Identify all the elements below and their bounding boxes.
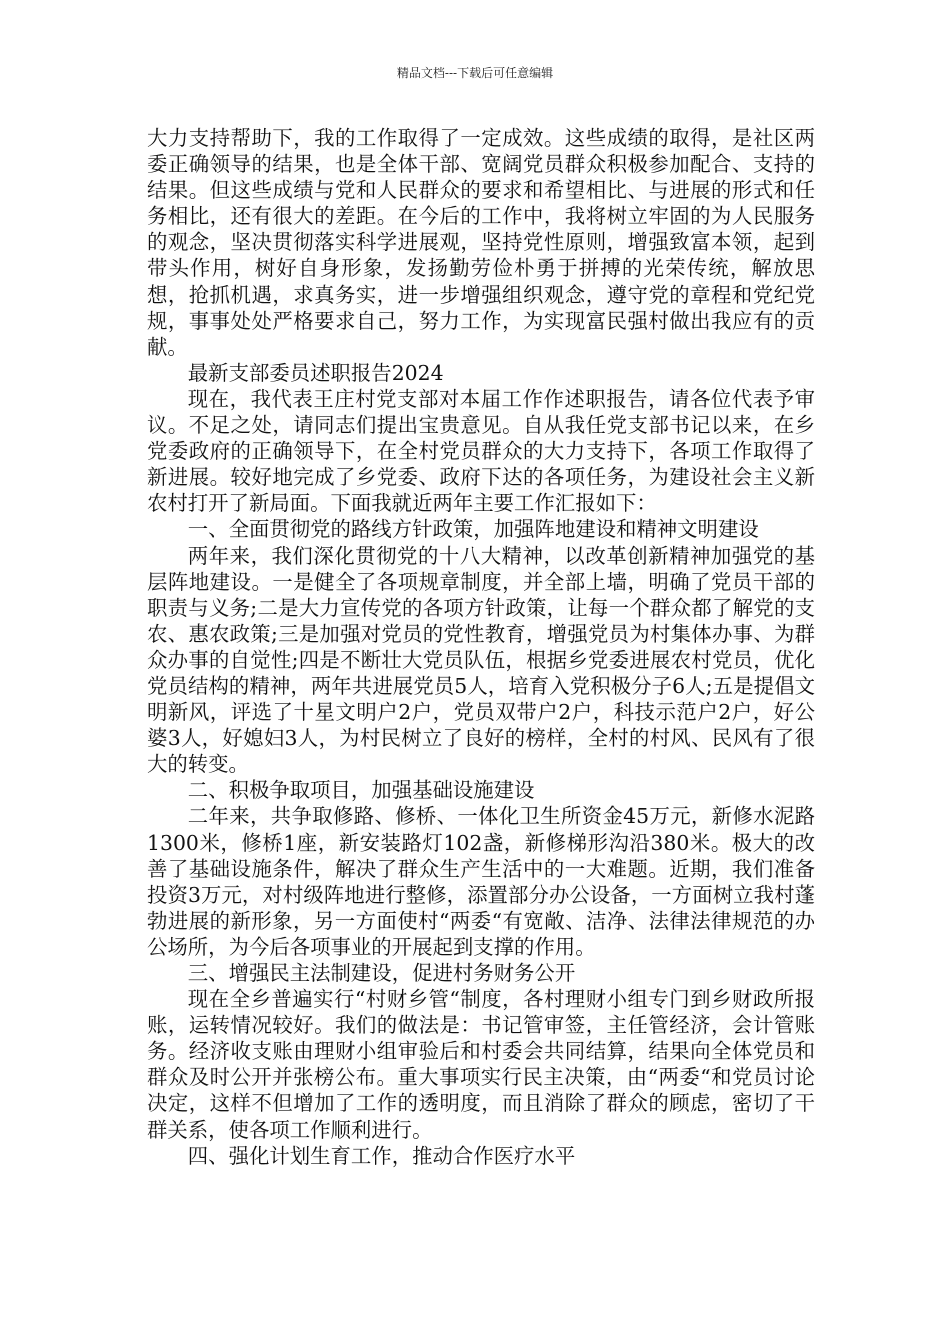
report-title: 最新支部委员述职报告2024	[187, 360, 444, 385]
section-heading-4: 四、强化计划生育工作，推动合作医疗水平	[187, 1143, 576, 1168]
section-heading-3: 三、增强民主法制建设，促进村务财务公开	[187, 961, 576, 985]
paragraph-intro-continuation: 大力支持帮助下，我的工作取得了一定成效。这些成绩的取得，是社区两委正确领导的结果，也是全体干部、宽阔党员群众积极参加配合、支持的结果。但这些成绩与党和人民群众的要求和希望相比、与进展的形式和任务相比，还有很大的差距。在今后的工作中，我将树立牢固的为人民服务的观念，坚决贯彻落实科学进展观，坚持党性原则，增强致富本领，起到带头作用，树好自身形象，发扬勤劳俭朴勇于拼搏的光荣传统，解放思想，抢抓机遇，求真务实，进一步增强组织观念，遵守党的章程和党纪党规，事事处处严格要求自己，努力工作，为实现富民强村做出我应有的贡献。	[147, 126, 815, 359]
paragraph-section-2: 二年来，共争取修路、修桥、一体化卫生所资金45万元，新修水泥路1300米，修桥1座，新安装路灯102盏，新修梯形沟沿380米。极大的改善了基础设施条件，解决了群众生产生活中的一大难题。近期，我们准备投资3万元，对村级阵地进行整修，添置部分办公设备，一方面树立我村蓬勃进展的新形象，另一方面使村“两委“有宽敞、洁净、法律法律规范的办公场所，为今后各项事业的开展起到支撑的作用。	[147, 804, 815, 959]
paragraph-section-1: 两年来，我们深化贯彻党的十八大精神，以改革创新精神加强党的基层阵地建设。一是健全了各项规章制度，并全部上墙，明确了党员干部的职责与义务;二是大力宣传党的各项方针政策，让每一个群众都了解党的支农、惠农政策;三是加强对党员的党性教育，增强党员为村集体办事、为群众办事的自觉性;四是不断壮大党员队伍，根据乡党委进展农村党员，优化党员结构的精神，两年共进展党员5人，培育入党积极分子6人;五是提倡文明新风，评选了十星文明户2户，党员双带户2户，科技示范户2户，好公婆3人，好媳妇3人，为村民树立了良好的榜样，全村的村风、民风有了很大的转变。	[147, 543, 815, 777]
section-heading-1: 一、全面贯彻党的路线方针政策，加强阵地建设和精神文明建设	[187, 517, 759, 542]
section-heading-2: 二、积极争取项目，加强基础设施建设	[187, 778, 535, 803]
paragraph-opening: 现在，我代表王庄村党支部对本届工作作述职报告，请各位代表予审议。不足之处，请同志们提出宝贵意见。自从我任党支部书记以来，在乡党委政府的正确领导下，在全村党员群众的大力支持下，各项工作取得了新进展。较好地完成了乡党委、政府下达的各项任务，为建设社会主义新农村打开了新局面。下面我就近两年主要工作汇报如下：	[147, 386, 815, 516]
page-header: 精品文档---下载后可任意编辑	[396, 66, 554, 80]
document-body	[147, 125, 815, 1169]
paragraph-section-3: 现在全乡普遍实行“村财乡管“制度，各村理财小组专门到乡财政所报账，运转情况较好。我们的做法是：书记管审签，主任管经济，会计管账务。经济收支账由理财小组审验后和村委会共同结算，结果向全体党员和群众及时公开并张榜公布。重大事项实行民主决策，由“两委“和党员讨论决定，这样不但增加了工作的透明度，而且消除了群众的顾虑，密切了干群关系，使各项工作顺利进行。	[147, 987, 815, 1142]
